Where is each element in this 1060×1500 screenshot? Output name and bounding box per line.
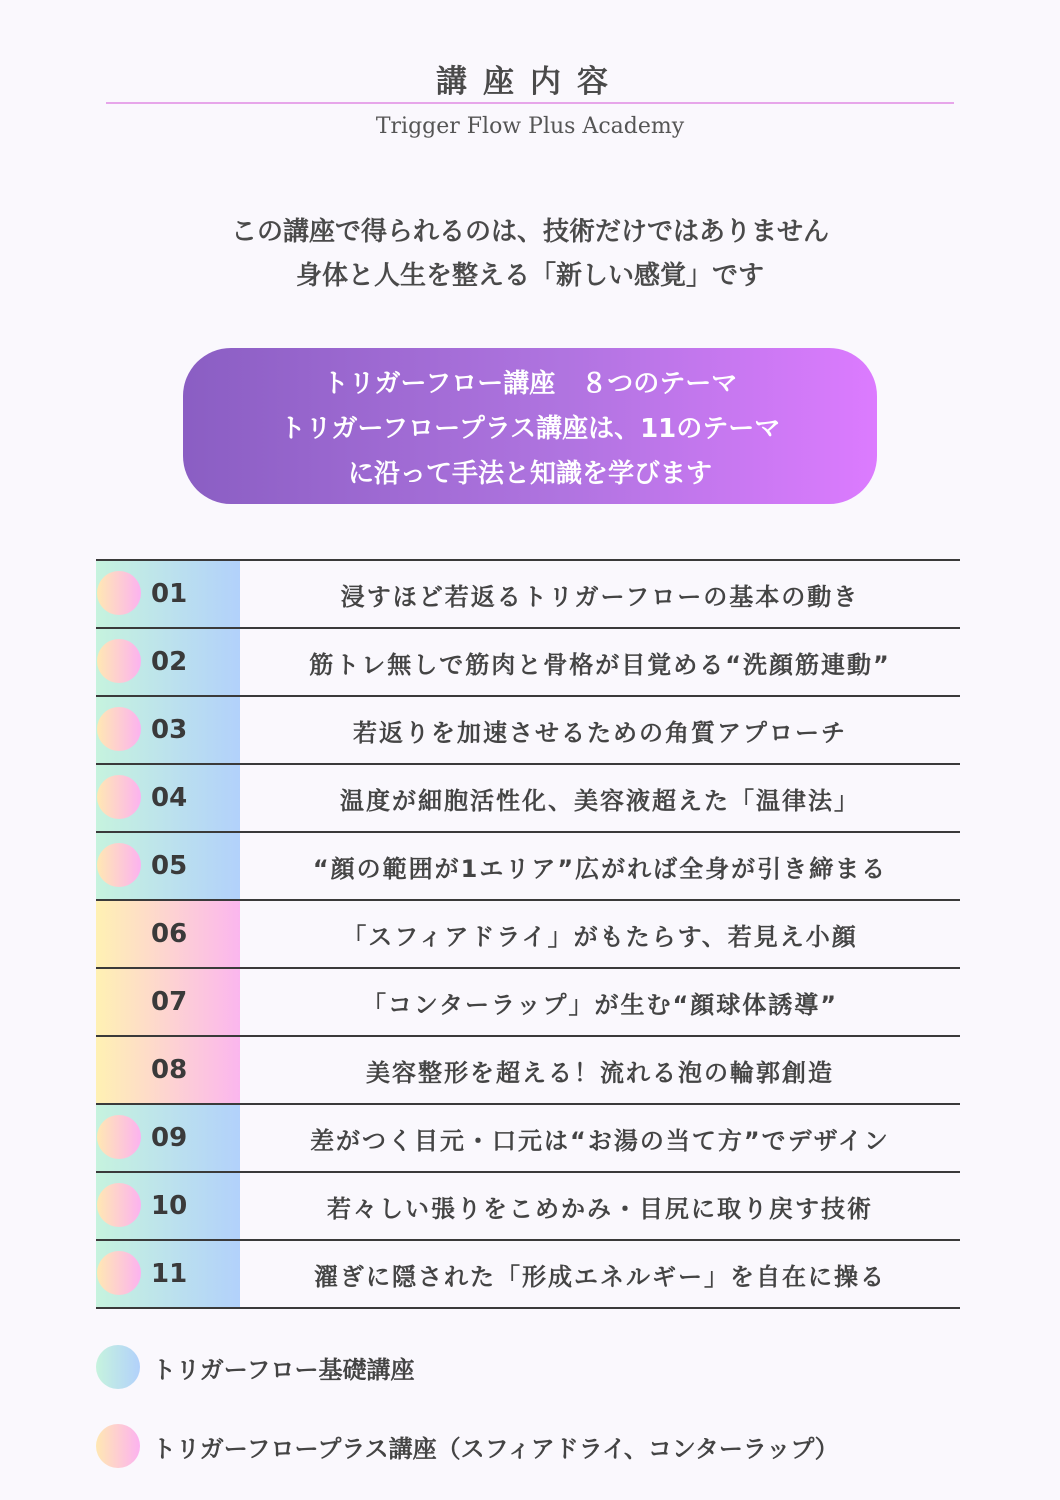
theme-title: 「スフィアドライ」がもたらす、若見え小顔 — [342, 922, 858, 951]
theme-number: 06 — [151, 919, 188, 949]
course-dot-icon — [97, 1115, 141, 1159]
title-divider — [106, 102, 954, 104]
intro-line-2: 身体と人生を整える「新しい感覚」です — [295, 261, 764, 291]
theme-number-cell — [96, 765, 240, 831]
page-subtitle: Trigger Flow Plus Academy — [375, 114, 685, 139]
theme-number-cell — [96, 1105, 240, 1171]
theme-title: 若返りを加速させるための角質アプローチ — [353, 718, 847, 747]
intro-text — [0, 210, 1060, 298]
theme-number: 11 — [151, 1259, 188, 1289]
table-row — [96, 833, 960, 901]
theme-title: 若々しい張りをこめかみ・目尻に取り戻す技術 — [327, 1194, 873, 1223]
table-row — [96, 765, 960, 833]
theme-number-cell — [96, 969, 240, 1035]
theme-title: 温度が細胞活性化、美容液超えた「温律法」 — [340, 786, 860, 815]
banner-line-2: トリガーフロープラス講座は、11のテーマ — [279, 414, 781, 444]
theme-number: 03 — [151, 715, 188, 745]
theme-title: 浸すほど若返るトリガーフローの基本の動き — [340, 582, 860, 611]
table-row — [96, 629, 960, 697]
table-row — [96, 697, 960, 765]
table-row — [96, 1241, 960, 1309]
theme-number-cell — [96, 697, 240, 763]
course-dot-icon — [97, 707, 141, 751]
theme-number-cell — [96, 1173, 240, 1239]
intro-line-1: この講座で得られるのは、技術だけではありません — [230, 217, 829, 247]
legend-plus — [96, 1424, 839, 1468]
course-dot-icon — [97, 843, 141, 887]
theme-title: 差がつく目元・口元は“お湯の当て方”でデザイン — [310, 1126, 890, 1155]
themes-table — [96, 559, 960, 1309]
theme-number-cell — [96, 561, 240, 627]
legend-plus-swatch — [96, 1424, 140, 1468]
course-dot-icon — [97, 1251, 141, 1295]
theme-number: 04 — [151, 783, 188, 813]
table-row — [96, 1105, 960, 1173]
theme-number: 05 — [151, 851, 188, 881]
theme-number: 02 — [151, 647, 188, 677]
theme-number-cell — [96, 901, 240, 967]
table-row — [96, 1037, 960, 1105]
table-row — [96, 901, 960, 969]
theme-number-cell — [96, 1037, 240, 1103]
table-row — [96, 1173, 960, 1241]
course-dot-icon — [97, 1183, 141, 1227]
theme-number: 01 — [151, 579, 188, 609]
theme-number: 08 — [151, 1055, 188, 1085]
legend-plus-label: トリガーフロープラス講座（スフィアドライ、コンターラップ） — [152, 1434, 839, 1463]
course-dot-icon — [97, 775, 141, 819]
legend-basic — [96, 1345, 415, 1389]
theme-number: 09 — [151, 1123, 188, 1153]
banner-line-3: に沿って手法と知識を学びます — [347, 459, 712, 489]
page-title: 講座内容 — [436, 64, 624, 100]
theme-title: 「コンターラップ」が生む“顔球体誘導” — [361, 990, 839, 1019]
theme-title: 美容整形を超える！流れる泡の輪郭創造 — [366, 1058, 834, 1087]
themes-banner — [183, 348, 877, 504]
table-row — [96, 561, 960, 629]
course-dot-icon — [97, 571, 141, 615]
legend-basic-swatch — [96, 1345, 140, 1389]
legend-basic-label: トリガーフロー基礎講座 — [152, 1355, 415, 1384]
theme-title: 濯ぎに隠された「形成エネルギー」を自在に操る — [314, 1262, 886, 1291]
theme-number-cell — [96, 833, 240, 899]
theme-title: “顔の範囲が1エリア”広がれば全身が引き締まる — [312, 854, 888, 883]
theme-number: 10 — [151, 1191, 188, 1221]
table-row — [96, 969, 960, 1037]
theme-title: 筋トレ無しで筋肉と骨格が目覚める“洗顔筋連動” — [309, 650, 891, 679]
banner-line-1: トリガーフロー講座 ８つのテーマ — [322, 369, 738, 399]
course-dot-icon — [97, 639, 141, 683]
theme-number-cell — [96, 629, 240, 695]
theme-number: 07 — [151, 987, 188, 1017]
theme-number-cell — [96, 1241, 240, 1307]
